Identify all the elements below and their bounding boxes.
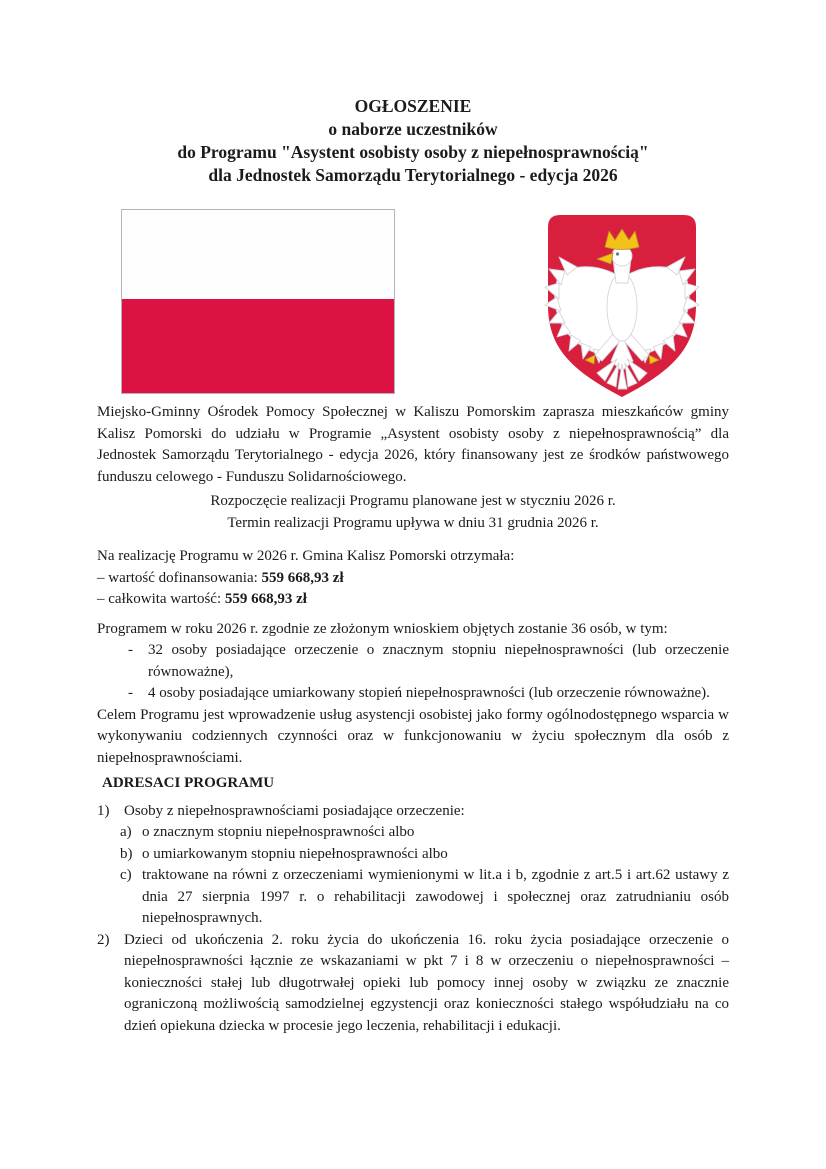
scope-intro: Programem w roku 2026 r. zgodnie ze złożonym wnioskiem objętych zostanie 36 osób, w tym:: [97, 620, 668, 637]
flag-white-stripe: [122, 210, 394, 299]
sub-item-a-marker: a): [120, 824, 132, 840]
dash-marker: -: [128, 642, 133, 658]
flag-red-stripe: [122, 299, 394, 393]
title-line-4: dla Jednostek Samorządu Terytorialnego - edycja 2026: [208, 165, 618, 185]
poland-flag-image: [121, 209, 395, 394]
sub-item-a-text: o znacznym stopniu niepełnosprawności albo: [142, 824, 415, 840]
funding-block: [97, 546, 729, 611]
funding-total-value: 559 668,93 zł: [224, 591, 307, 607]
title-line-1: OGŁOSZENIE: [354, 96, 472, 116]
poland-coat-of-arms-image: [537, 209, 707, 402]
addressees-heading: ADRESACI PROGRAMU: [102, 775, 275, 791]
sub-item-c-marker: c): [120, 867, 132, 883]
eagle-figure: [545, 246, 699, 389]
schedule-start-line: Rozpoczęcie realizacji Programu planowane jest w styczniu 2026 r.: [210, 493, 616, 509]
funding-line-grant: [97, 568, 729, 590]
funding-total-label: – całkowita wartość:: [97, 591, 225, 607]
eagle-eye: [616, 252, 619, 255]
sub-item-a: [120, 822, 729, 844]
goal-paragraph: Celem Programu jest wprowadzenie usług asystencji osobistej jako formy ogólnodostępnego wsparcia w wykonywaniu codziennych czynności oraz w funkcjonowaniu w życiu społecznym dla osób z niepełnosprawnościami.: [97, 706, 729, 766]
list-item-1-marker: 1): [97, 802, 110, 819]
scope-item-1-text: 32 osoby posiadające orzeczenie o znacznym stopniu niepełnosprawności (lub orzeczenie równoważne),: [148, 642, 729, 680]
crown: [605, 229, 639, 250]
schedule-end-line: Termin realizacji Programu upływa w dniu 31 grudnia 2026 r.: [227, 514, 599, 531]
title-line-2: o naborze uczestników: [328, 119, 498, 139]
dash-marker: -: [128, 685, 133, 701]
intro-paragraph: Miejsko-Gminny Ośrodek Pomocy Społecznej w Kaliszu Pomorskim zaprasza mieszkańców gminy Kalisz Pomorski do udziału w Programie „Asystent osobisty osoby z niepełnosprawnością” dla Jednostek Samorządu Terytorialnego - edycja 2026, który finansowany jest ze środków państwowego funduszu celowego - Funduszu Solidarnościowego.: [97, 404, 729, 485]
sub-item-b: [120, 844, 729, 866]
list-item-1-text: Osoby z niepełnosprawnościami posiadające orzeczenie:: [124, 802, 465, 819]
list-item-2-text: Dzieci od ukończenia 2. roku życia do ukończenia 16. roku życia posiadające orzeczenie o niepełnosprawności łącznie ze wskazaniami w pkt 7 i 8 w orzeczeniu o niepełnosprawności – konieczności stałej lub długotrwałej opieki lub pomocy innej osoby w związku ze znacznie ograniczoną możliwością samodzielnej egzystencji oraz konieczności stałego współudziału na co dzień opiekuna dziecka w procesie jego leczenia, rehabilitacji i edukacji.: [124, 931, 729, 1034]
sub-item-b-text: o umiarkowanym stopniu niepełnosprawności albo: [142, 845, 448, 862]
list-item-1: [97, 801, 729, 930]
document-title: [97, 95, 729, 187]
sub-item-c-text: traktowane na równi z orzeczeniami wymienionymi w lit.a i b, zgodnie z art.5 i art.62 ustawy z dnia 27 sierpnia 1997 r. o rehabilitacji zawodowej i społecznej oraz zatrudnianiu osób niepełnosprawnych.: [142, 867, 729, 926]
sub-item-b-marker: b): [120, 845, 133, 862]
addressees-list: [97, 801, 729, 1038]
scope-item-2-text: 4 osoby posiadające umiarkowany stopień niepełnosprawności (lub orzeczenie równoważne).: [148, 685, 710, 701]
scope-item-2: [97, 683, 729, 705]
emblems-row: [97, 209, 729, 402]
sub-item-c: [120, 865, 729, 930]
funding-intro: Na realizację Programu w 2026 r. Gmina Kalisz Pomorski otrzymała:: [97, 548, 515, 564]
funding-grant-label: – wartość dofinansowania:: [97, 569, 262, 586]
title-line-3: do Programu "Asystent osobisty osoby z niepełnosprawnością": [177, 142, 649, 162]
list-item-2-marker: 2): [97, 931, 110, 948]
scope-item-1: [97, 640, 729, 683]
funding-line-total: [97, 589, 729, 611]
list-item-2: [97, 930, 729, 1038]
funding-grant-value: 559 668,93 zł: [261, 569, 344, 586]
list-item-1-body: [120, 801, 729, 930]
schedule-block: [97, 491, 729, 534]
scope-block: [97, 619, 729, 705]
page-content: [97, 95, 729, 1037]
